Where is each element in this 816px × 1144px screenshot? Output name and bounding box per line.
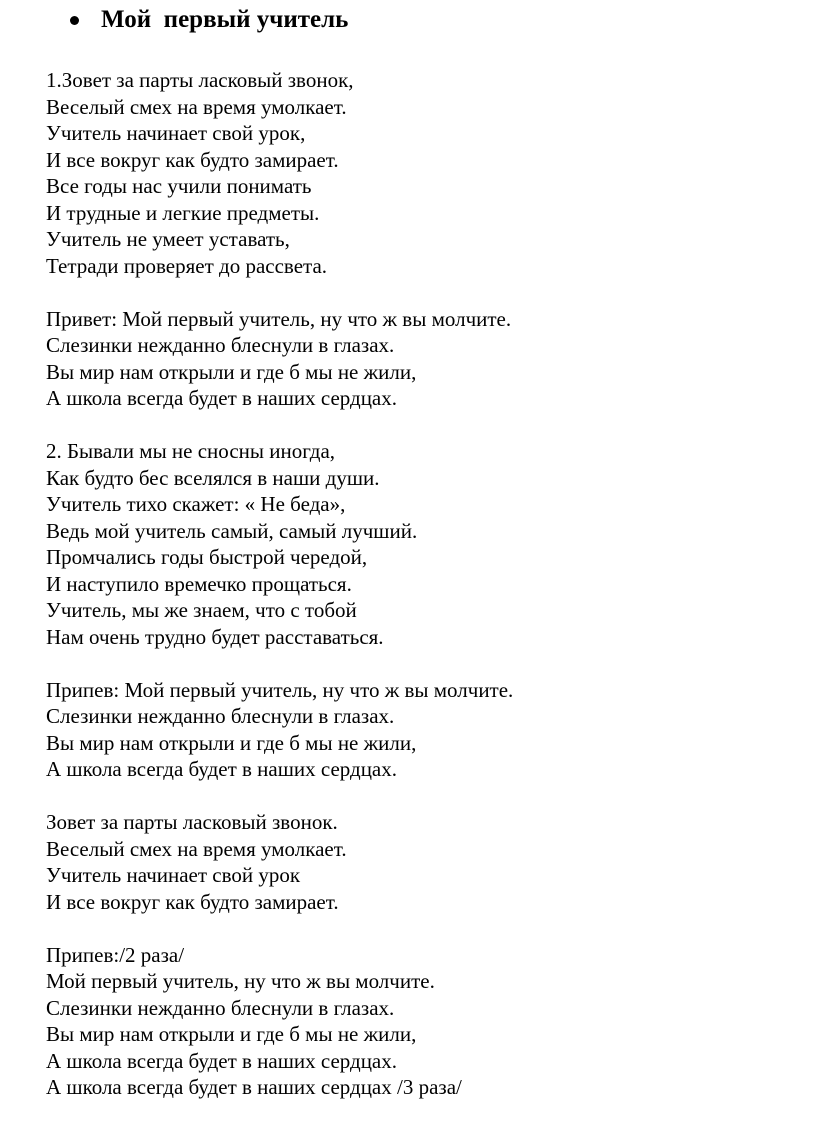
lyric-line: Припев: Мой первый учитель, ну что ж вы молчите. — [46, 677, 514, 702]
lyric-line: Учитель не умеет уставать, — [46, 227, 290, 251]
lyric-line: И все вокруг как будто замирает. — [46, 889, 339, 914]
page-title: Мой первый учитель — [101, 6, 349, 33]
lyric-line: И трудные и легкие предметы. — [46, 200, 320, 225]
lyric-line: Нам очень трудно будет расставаться. — [46, 624, 384, 649]
lyric-line: Учитель начинает свой урок — [46, 863, 301, 887]
stanza-chorus-2 — [46, 677, 786, 783]
lyric-line: Веселый смех на время умолкает. — [46, 94, 347, 119]
lyric-line: А школа всегда будет в наших сердцах. — [46, 1048, 398, 1073]
stanza-verse-3 — [46, 809, 786, 915]
lyric-line: Вы мир нам открыли и где б мы не жили, — [46, 730, 417, 755]
lyric-line: Тетради проверяет до рассвета. — [46, 253, 328, 278]
lyric-line: Слезинки нежданно блеснули в глазах. — [46, 333, 395, 357]
lyric-line: Учитель начинает свой урок, — [46, 121, 306, 145]
lyric-line: Слезинки нежданно блеснули в глазах. — [46, 704, 395, 728]
lyric-line: Веселый смех на время умолкает. — [46, 836, 347, 861]
stanza-verse-1 — [46, 67, 786, 279]
bullet-icon — [70, 16, 79, 25]
lyric-line: Промчались годы быстрой чередой, — [46, 545, 368, 569]
lyric-line: И все вокруг как будто замирает. — [46, 147, 339, 172]
lyric-line: Вы мир нам открыли и где б мы не жили, — [46, 1022, 417, 1046]
lyric-line: Припев:/2 раза/ — [46, 942, 185, 967]
lyric-line: Как будто бес вселялся в наши души. — [46, 465, 380, 490]
lyric-line: Ведь мой учитель самый, самый лучший. — [46, 518, 418, 543]
lyric-line: Мой первый учитель, ну что ж вы молчите. — [46, 969, 435, 993]
lyric-line: Привет: Мой первый учитель, ну что ж вы молчите. — [46, 306, 512, 331]
stanza-verse-2 — [46, 438, 786, 650]
lyric-line: Вы мир нам открыли и где б мы не жили, — [46, 359, 417, 384]
stanza-chorus-final — [46, 942, 786, 1101]
lyric-line: Учитель, мы же знаем, что с тобой — [46, 598, 357, 622]
stanza-chorus-1 — [46, 306, 786, 412]
lyric-line: Слезинки нежданно блеснули в глазах. — [46, 995, 395, 1020]
lyric-line: А школа всегда будет в наших сердцах. — [46, 757, 398, 781]
lyric-line: А школа всегда будет в наших сердцах. — [46, 386, 398, 410]
lyric-line: И наступило времечко прощаться. — [46, 571, 352, 596]
lyric-line: Зовет за парты ласковый звонок. — [46, 810, 338, 834]
title-row — [70, 4, 348, 36]
lyrics-body — [46, 67, 786, 1127]
lyric-line: Учитель тихо скажет: « Не беда», — [46, 492, 346, 516]
lyric-line: Все годы нас учили понимать — [46, 174, 312, 198]
lyric-line: 1.Зовет за парты ласковый звонок, — [46, 68, 354, 92]
lyric-line: А школа всегда будет в наших сердцах /3 раза/ — [46, 1075, 462, 1099]
lyric-line: 2. Бывали мы не сносны иногда, — [46, 439, 336, 463]
